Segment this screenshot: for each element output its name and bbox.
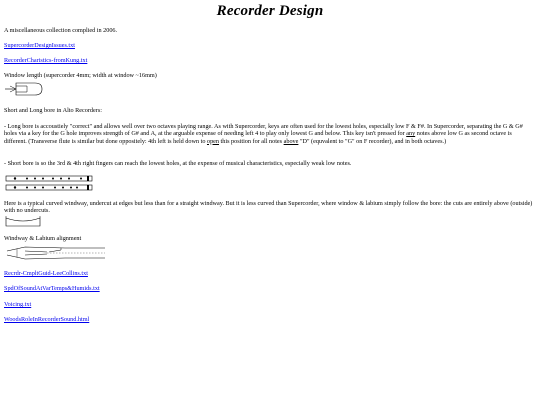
- link-supercorder-design-issues[interactable]: SupercorderDesignIssues.txt: [4, 42, 75, 49]
- link-speed-of-sound[interactable]: SpdOfSoundAtVarTemps&Humids.txt: [4, 285, 100, 292]
- long-bore-paragraph: - Long bore is accoustiely "correct" and allows well over two octaves playing range. As with Supercorder, keys are often used for the lowest holes, especially low F & F#. In Supercorder, separating the G & G# holes via a key for the G hole improves strength of G# and A, at the arguable expense of needing left 4 to play only lowest G and below. This key isn't pressed for any notes above low G as second octave is different. (Transverse flute is similar but done oppositely: 4th left is held down to open this position for all notes above "D" (equvalent to "G" on F recorder), and in both octaves.): [4, 123, 523, 145]
- intro-text: A miscellaneous collection complied in 2006.: [4, 27, 118, 34]
- page: [4, 0, 536, 323]
- short-bore-paragraph: - Short bore is so the 3rd & 4th right fingers can reach the lowest holes, at the expense of musical characteristics, especially weak low notes.: [4, 160, 352, 167]
- link-woods-role[interactable]: WoodsRoleInRecorderSound.html: [4, 316, 90, 323]
- window-diagram: [5, 80, 45, 98]
- link-recorder-complete-guide[interactable]: Recrdr-CmpltGuid-LeeCollins.txt: [4, 270, 88, 277]
- windway-labium-alignment-diagram: [5, 243, 109, 263]
- alignment-caption: Windway & Labium alignment: [4, 235, 82, 242]
- bore-heading: Short and Long bore in Alto Recorders:: [4, 107, 102, 114]
- curved-windway-diagram: [5, 215, 41, 229]
- windway-paragraph: Here is a typical curved windway, undercut at edges but less than for a straight windway. But it is less curved than Supercorder, where window & labium simply follow the bore: the cuts are entirely above (outside) with no undercuts.: [4, 200, 533, 215]
- window-caption: Window length (supercorder 4mm; width at window ~16mm): [4, 72, 157, 79]
- link-recorder-charistics[interactable]: RecorderCharistics-fromKung.txt: [4, 57, 88, 64]
- page-title: Recorder Design: [216, 3, 324, 19]
- recorder-bore-diagram: [5, 174, 95, 192]
- link-voicing[interactable]: Voicing.txt: [4, 301, 32, 308]
